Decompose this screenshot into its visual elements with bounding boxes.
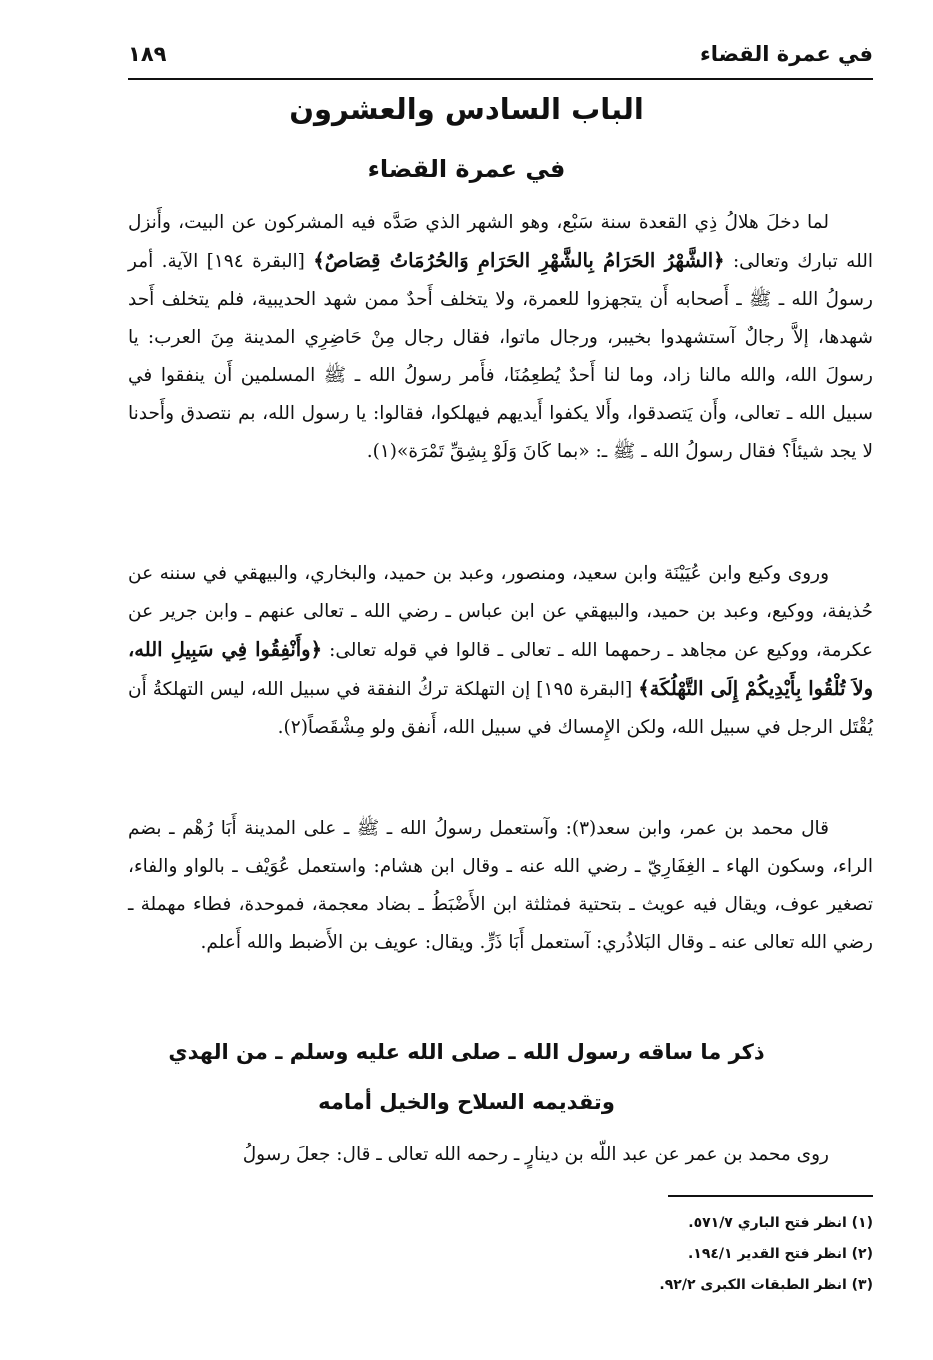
running-title: في عمرة القضاء (699, 42, 873, 66)
footnote-divider (668, 1195, 873, 1197)
paragraph-2 (128, 555, 873, 747)
paragraph-1 (128, 204, 873, 471)
section-heading-line-1: ذكر ما ساقه رسول الله ـ صلى الله عليه وسلم ـ من الهدي (168, 1040, 765, 1064)
paragraph-2-text-b: [البقرة ١٩٥] إن التهلكة تركُ النفقة في سبيل الله، ليس التهلكةُ أَن يُقْتَل الرجل في سبيل الله، ولكن الإِمساك في سبيل الله، أَنفق ولو مِشْقَصاً(٢). (128, 679, 873, 738)
page-number: ١٨٩ (128, 42, 167, 66)
section-heading-line-2: وتقديمه السلاح والخيل أمامه (318, 1090, 615, 1114)
paragraph-2-text-a: وروى وكيع وابن عُيَيْنَة وابن سعيد، ومنصور، وعبد بن حميد، والبخاري، والبيهقي في سننه عن حُذيفة، ووكيع، وعبد بن حميد، والبيهقي عن ابن عباس ـ رضي الله ـ تعالى عنهم ـ وابن جرير عن عكرمة، ووكيع عن مجاهد ـ رحمهما الله ـ تعالى ـ قالوا في قوله تعالى: (128, 563, 873, 661)
quran-verse-1: ﴿الشَّهْرُ الحَرَامُ بِالشَّهْرِ الحَرَامِ وَالحُرُمَاتُ قِصَاصٌ﴾ (313, 249, 725, 272)
footnotes (128, 1208, 873, 1301)
footnote-2: (٢) انظر فتح القدير ١٩٤/١. (687, 1246, 873, 1262)
footnote-1: (١) انظر فتح الباري ٥٧١/٧. (688, 1215, 873, 1231)
page-header (128, 38, 873, 80)
quran-verse-2: ﴿وأَنْفِقُوا فِي سَبِيلِ الله، ولاَ تُلْقُوا بِأَيْدِيكُمْ إِلَى التَّهْلُكَة﴾ (128, 638, 873, 700)
paragraph-1-text-a: لما دخلَ هلالُ ذِي القعدة سنة سَبْع، وهو الشهر الذي صَدَّه فيه المشركون عن البيت، وأَنزل الله تبارك وتعالى: (128, 212, 874, 272)
footnote-3: (٣) انظر الطبقات الكبرى ٩٢/٢. (659, 1277, 873, 1293)
chapter-title: الباب السادس والعشرون (289, 92, 644, 126)
paragraph-1-text-b: [البقرة ١٩٤] الآية. أمر رسولُ الله ـ ﷺ ـ أَصحابه أَن يتجهزوا للعمرة، ولا يتخلف أَحدٌ ممن شهد الحديبية، فلم يتخلف أَحد شهدها، إلاَّ رجالٌ آستشهدوا بخيبر، ورجال ماتوا، فقال رجال مِنْ حَاضِرِي المدينة مِنَ العرب: يا رسولَ الله، والله مالنا زاد، وما لنا أَحدٌ يُطعِمُنَا، فأَمر رسولُ الله ـ ﷺ المسلمين أَن ينفقوا في سبيل الله ـ تعالى، وأَن يَتصدقوا، وأَلا يكفوا أَيديهم فيهلكوا، فقالوا: يا رسول الله، بم نتصدق وأَحدنا لا يجد شيئاً؟ فقال رسولُ الله ـ ﷺ ـ: «بما كَانَ وَلَوْ بِشِقِّ تَمْرَة»(١). (128, 251, 873, 462)
paragraph-4: روى محمد بن عمر عن عبد اللّه بن دينارٍ ـ رحمه الله تعالى ـ قال: جعلَ رسولُ (242, 1144, 829, 1165)
chapter-subtitle: في عمرة القضاء (367, 155, 566, 183)
paragraph-3: قال محمد بن عمر، وابن سعد(٣): وآستعمل رسولُ الله ـ ﷺ ـ على المدينة أَبَا رُهْم ـ بضم الراء، وسكون الهاء ـ الغِفَارِيّ ـ رضي الله عنه ـ وقال ابن هشام: واستعمل عُوَيْف ـ بالواو والفاء، تصغير عوف، ويقال فيه عويث ـ بتحتية فمثلثة ابن الأَضْبَطُ ـ بضاد معجمة، فموحدة، فطاء مهملة ـ رضي الله تعالى عنه ـ وقال البَلاذُري: آستعمل أَبَا ذَرٍّ. ويقال: عويف بن الأَضبط والله أَعلم. (128, 818, 873, 953)
